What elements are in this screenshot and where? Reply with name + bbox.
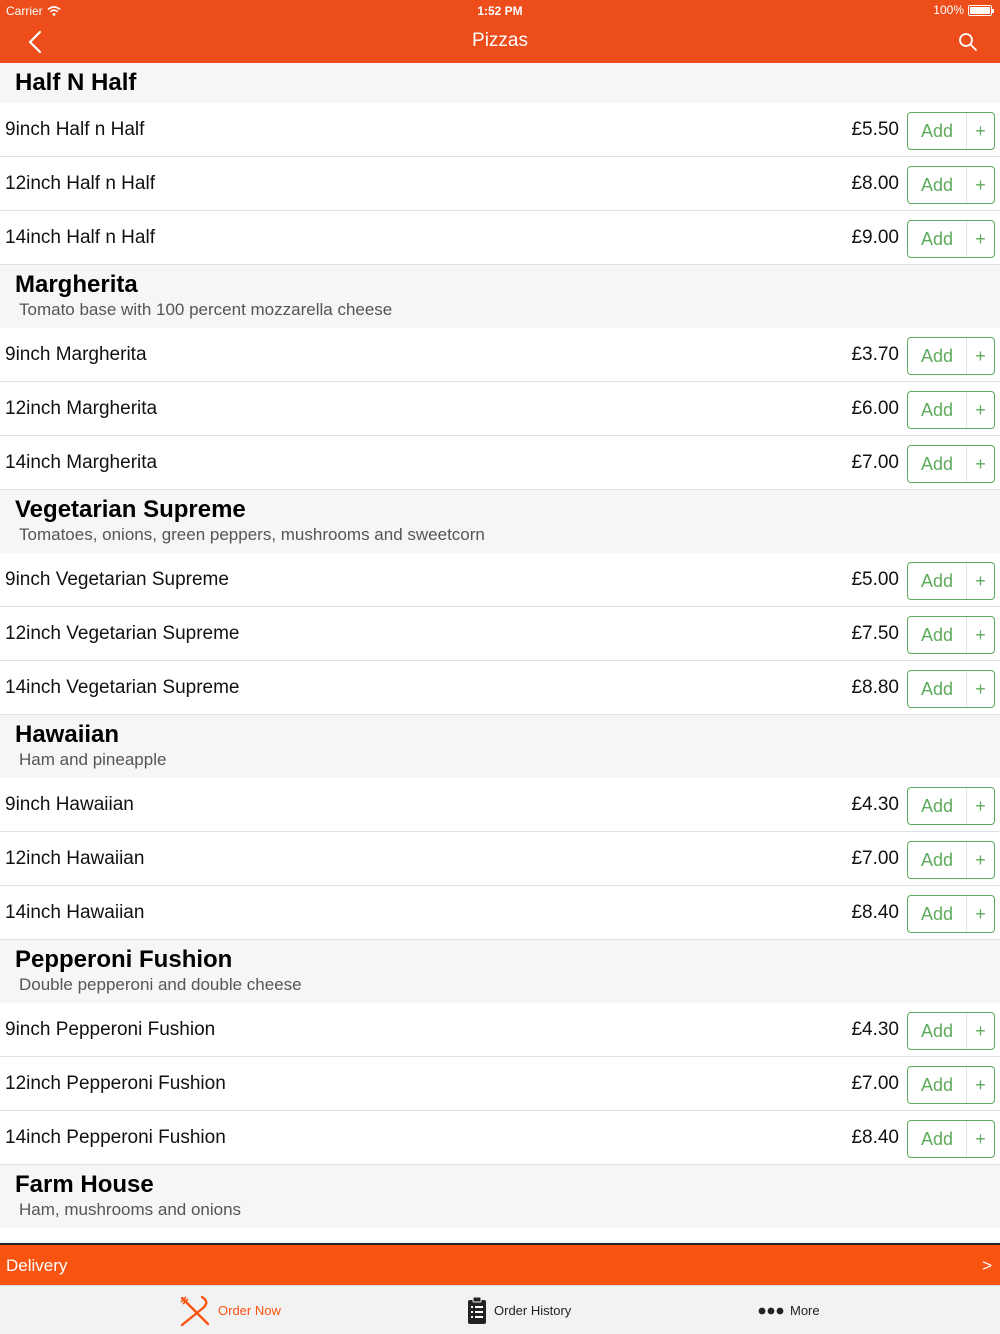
clipboard-list-icon (466, 1296, 488, 1326)
more-dots-icon (758, 1307, 784, 1315)
delivery-arrow-icon: > (982, 1256, 992, 1275)
menu-item-price: £5.50 (851, 119, 899, 140)
menu-item-price: £4.30 (851, 794, 899, 815)
menu-item-price: £8.40 (851, 902, 899, 923)
menu-item-row[interactable] (0, 436, 1000, 490)
menu-item-price: £8.00 (851, 173, 899, 194)
plus-icon: + (966, 113, 994, 149)
section-description: Ham, mushrooms and onions (19, 1200, 242, 1219)
section-title: Hawaiian (15, 721, 120, 748)
menu-item-row[interactable] (0, 157, 1000, 211)
battery-icon (968, 5, 992, 16)
menu-item-row[interactable] (0, 607, 1000, 661)
add-button-label: Add (920, 121, 954, 141)
battery-label: 100% (933, 3, 964, 17)
add-to-order-button[interactable] (907, 1120, 995, 1158)
menu-item-row[interactable] (0, 553, 1000, 607)
menu-item-row[interactable] (0, 328, 1000, 382)
nav-bar (0, 20, 1000, 63)
fork-knife-icon (178, 1294, 212, 1328)
plus-icon: + (966, 392, 994, 428)
menu-item-name: 14inch Half n Half (5, 227, 155, 248)
menu-item-price: £7.50 (851, 623, 899, 644)
plus-icon: + (966, 1067, 994, 1103)
status-bar (0, 0, 1000, 20)
add-button-label: Add (920, 1021, 954, 1041)
section-description: Ham and pineapple (19, 750, 167, 769)
menu-item-price: £3.70 (851, 344, 899, 365)
add-button-label: Add (920, 1075, 954, 1095)
section-header (0, 265, 1000, 328)
section-title: Farm House (15, 1171, 154, 1198)
plus-icon: + (966, 167, 994, 203)
plus-icon: + (966, 1013, 994, 1049)
tab-order-now-label: Order Now (218, 1303, 281, 1318)
search-button[interactable] (954, 28, 982, 56)
menu-item-price: £7.00 (851, 452, 899, 473)
menu-item-row[interactable] (0, 1003, 1000, 1057)
plus-icon: + (966, 338, 994, 374)
add-button-label: Add (920, 175, 954, 195)
add-to-order-button[interactable] (907, 895, 995, 933)
section-title: Half N Half (15, 69, 137, 96)
carrier-label: Carrier (6, 4, 43, 18)
add-button-label: Add (920, 679, 954, 699)
add-to-order-button[interactable] (907, 1012, 995, 1050)
section-header (0, 63, 1000, 103)
menu-item-name: 12inch Half n Half (5, 173, 155, 194)
add-button-label: Add (920, 625, 954, 645)
add-button-label: Add (920, 796, 954, 816)
tab-order-history-label: Order History (494, 1303, 572, 1318)
menu-item-name: 12inch Pepperoni Fushion (5, 1073, 226, 1094)
menu-item-price: £5.00 (851, 569, 899, 590)
add-button-label: Add (920, 400, 954, 420)
menu-item-price: £7.00 (851, 848, 899, 869)
add-to-order-button[interactable] (907, 562, 995, 600)
add-button-label: Add (920, 346, 954, 366)
section-description: Double pepperoni and double cheese (19, 975, 302, 994)
add-to-order-button[interactable] (907, 445, 995, 483)
tab-order-history[interactable] (466, 1286, 571, 1334)
menu-item-row[interactable] (0, 211, 1000, 265)
add-to-order-button[interactable] (907, 616, 995, 654)
top-bar (0, 0, 1000, 63)
tab-order-now[interactable] (178, 1286, 281, 1334)
add-to-order-button[interactable] (907, 112, 995, 150)
page-title: Pizzas (472, 30, 528, 51)
menu-item-name: 14inch Pepperoni Fushion (5, 1127, 226, 1148)
plus-icon: + (966, 1121, 994, 1157)
plus-icon: + (966, 842, 994, 878)
add-button-label: Add (920, 850, 954, 870)
section-header (0, 715, 1000, 778)
add-to-order-button[interactable] (907, 391, 995, 429)
menu-item-name: 14inch Hawaiian (5, 902, 145, 923)
add-button-label: Add (920, 904, 954, 924)
menu-item-price: £8.80 (851, 677, 899, 698)
menu-item-price: £4.30 (851, 1019, 899, 1040)
menu-list[interactable] (0, 63, 1000, 1243)
add-to-order-button[interactable] (907, 787, 995, 825)
tab-more[interactable] (758, 1286, 820, 1334)
section-title: Pepperoni Fushion (15, 946, 233, 973)
tab-bar (0, 1285, 1000, 1334)
menu-item-row[interactable] (0, 832, 1000, 886)
section-header (0, 940, 1000, 1003)
section-title: Margherita (15, 271, 138, 298)
plus-icon: + (966, 617, 994, 653)
add-to-order-button[interactable] (907, 841, 995, 879)
menu-item-name: 9inch Pepperoni Fushion (5, 1019, 216, 1040)
menu-item-row[interactable] (0, 1057, 1000, 1111)
add-to-order-button[interactable] (907, 337, 995, 375)
menu-item-price: £7.00 (851, 1073, 899, 1094)
add-to-order-button[interactable] (907, 670, 995, 708)
plus-icon: + (966, 671, 994, 707)
menu-item-name: 14inch Vegetarian Supreme (5, 677, 240, 698)
menu-item-name: 12inch Margherita (5, 398, 158, 419)
menu-item-row[interactable] (0, 1111, 1000, 1165)
menu-item-name: 12inch Hawaiian (5, 848, 145, 869)
menu-item-price: £8.40 (851, 1127, 899, 1148)
plus-icon: + (966, 788, 994, 824)
delivery-bar[interactable] (0, 1243, 1000, 1285)
plus-icon: + (966, 446, 994, 482)
add-button-label: Add (920, 571, 954, 591)
menu-item-name: 9inch Margherita (5, 344, 147, 365)
menu-item-name: 14inch Margherita (5, 452, 158, 473)
menu-item-row[interactable] (0, 886, 1000, 940)
add-to-order-button[interactable] (907, 220, 995, 258)
add-to-order-button[interactable] (907, 166, 995, 204)
menu-item-price: £9.00 (851, 227, 899, 248)
section-description: Tomato base with 100 percent mozzarella cheese (19, 300, 393, 319)
battery-indicator (933, 3, 992, 17)
search-icon (958, 32, 978, 52)
menu-item-name: 9inch Half n Half (5, 119, 145, 140)
add-button-label: Add (920, 454, 954, 474)
add-button-label: Add (920, 229, 954, 249)
section-description: Tomatoes, onions, green peppers, mushrooms and sweetcorn (19, 525, 485, 544)
menu-item-row[interactable] (0, 103, 1000, 157)
add-button-label: Add (920, 1129, 954, 1149)
tab-more-label: More (790, 1303, 820, 1318)
menu-item-price: £6.00 (851, 398, 899, 419)
plus-icon: + (966, 563, 994, 599)
menu-item-name: 12inch Vegetarian Supreme (5, 623, 240, 644)
menu-item-row[interactable] (0, 661, 1000, 715)
section-title: Vegetarian Supreme (15, 496, 246, 523)
status-time: 1:52 PM (477, 4, 523, 18)
section-header (0, 1165, 1000, 1228)
menu-item-name: 9inch Vegetarian Supreme (5, 569, 229, 590)
delivery-label: Delivery (6, 1256, 68, 1275)
plus-icon: + (966, 221, 994, 257)
section-header (0, 490, 1000, 553)
menu-item-row[interactable] (0, 778, 1000, 832)
add-to-order-button[interactable] (907, 1066, 995, 1104)
menu-item-name: 9inch Hawaiian (5, 794, 134, 815)
menu-item-row[interactable] (0, 382, 1000, 436)
plus-icon: + (966, 896, 994, 932)
